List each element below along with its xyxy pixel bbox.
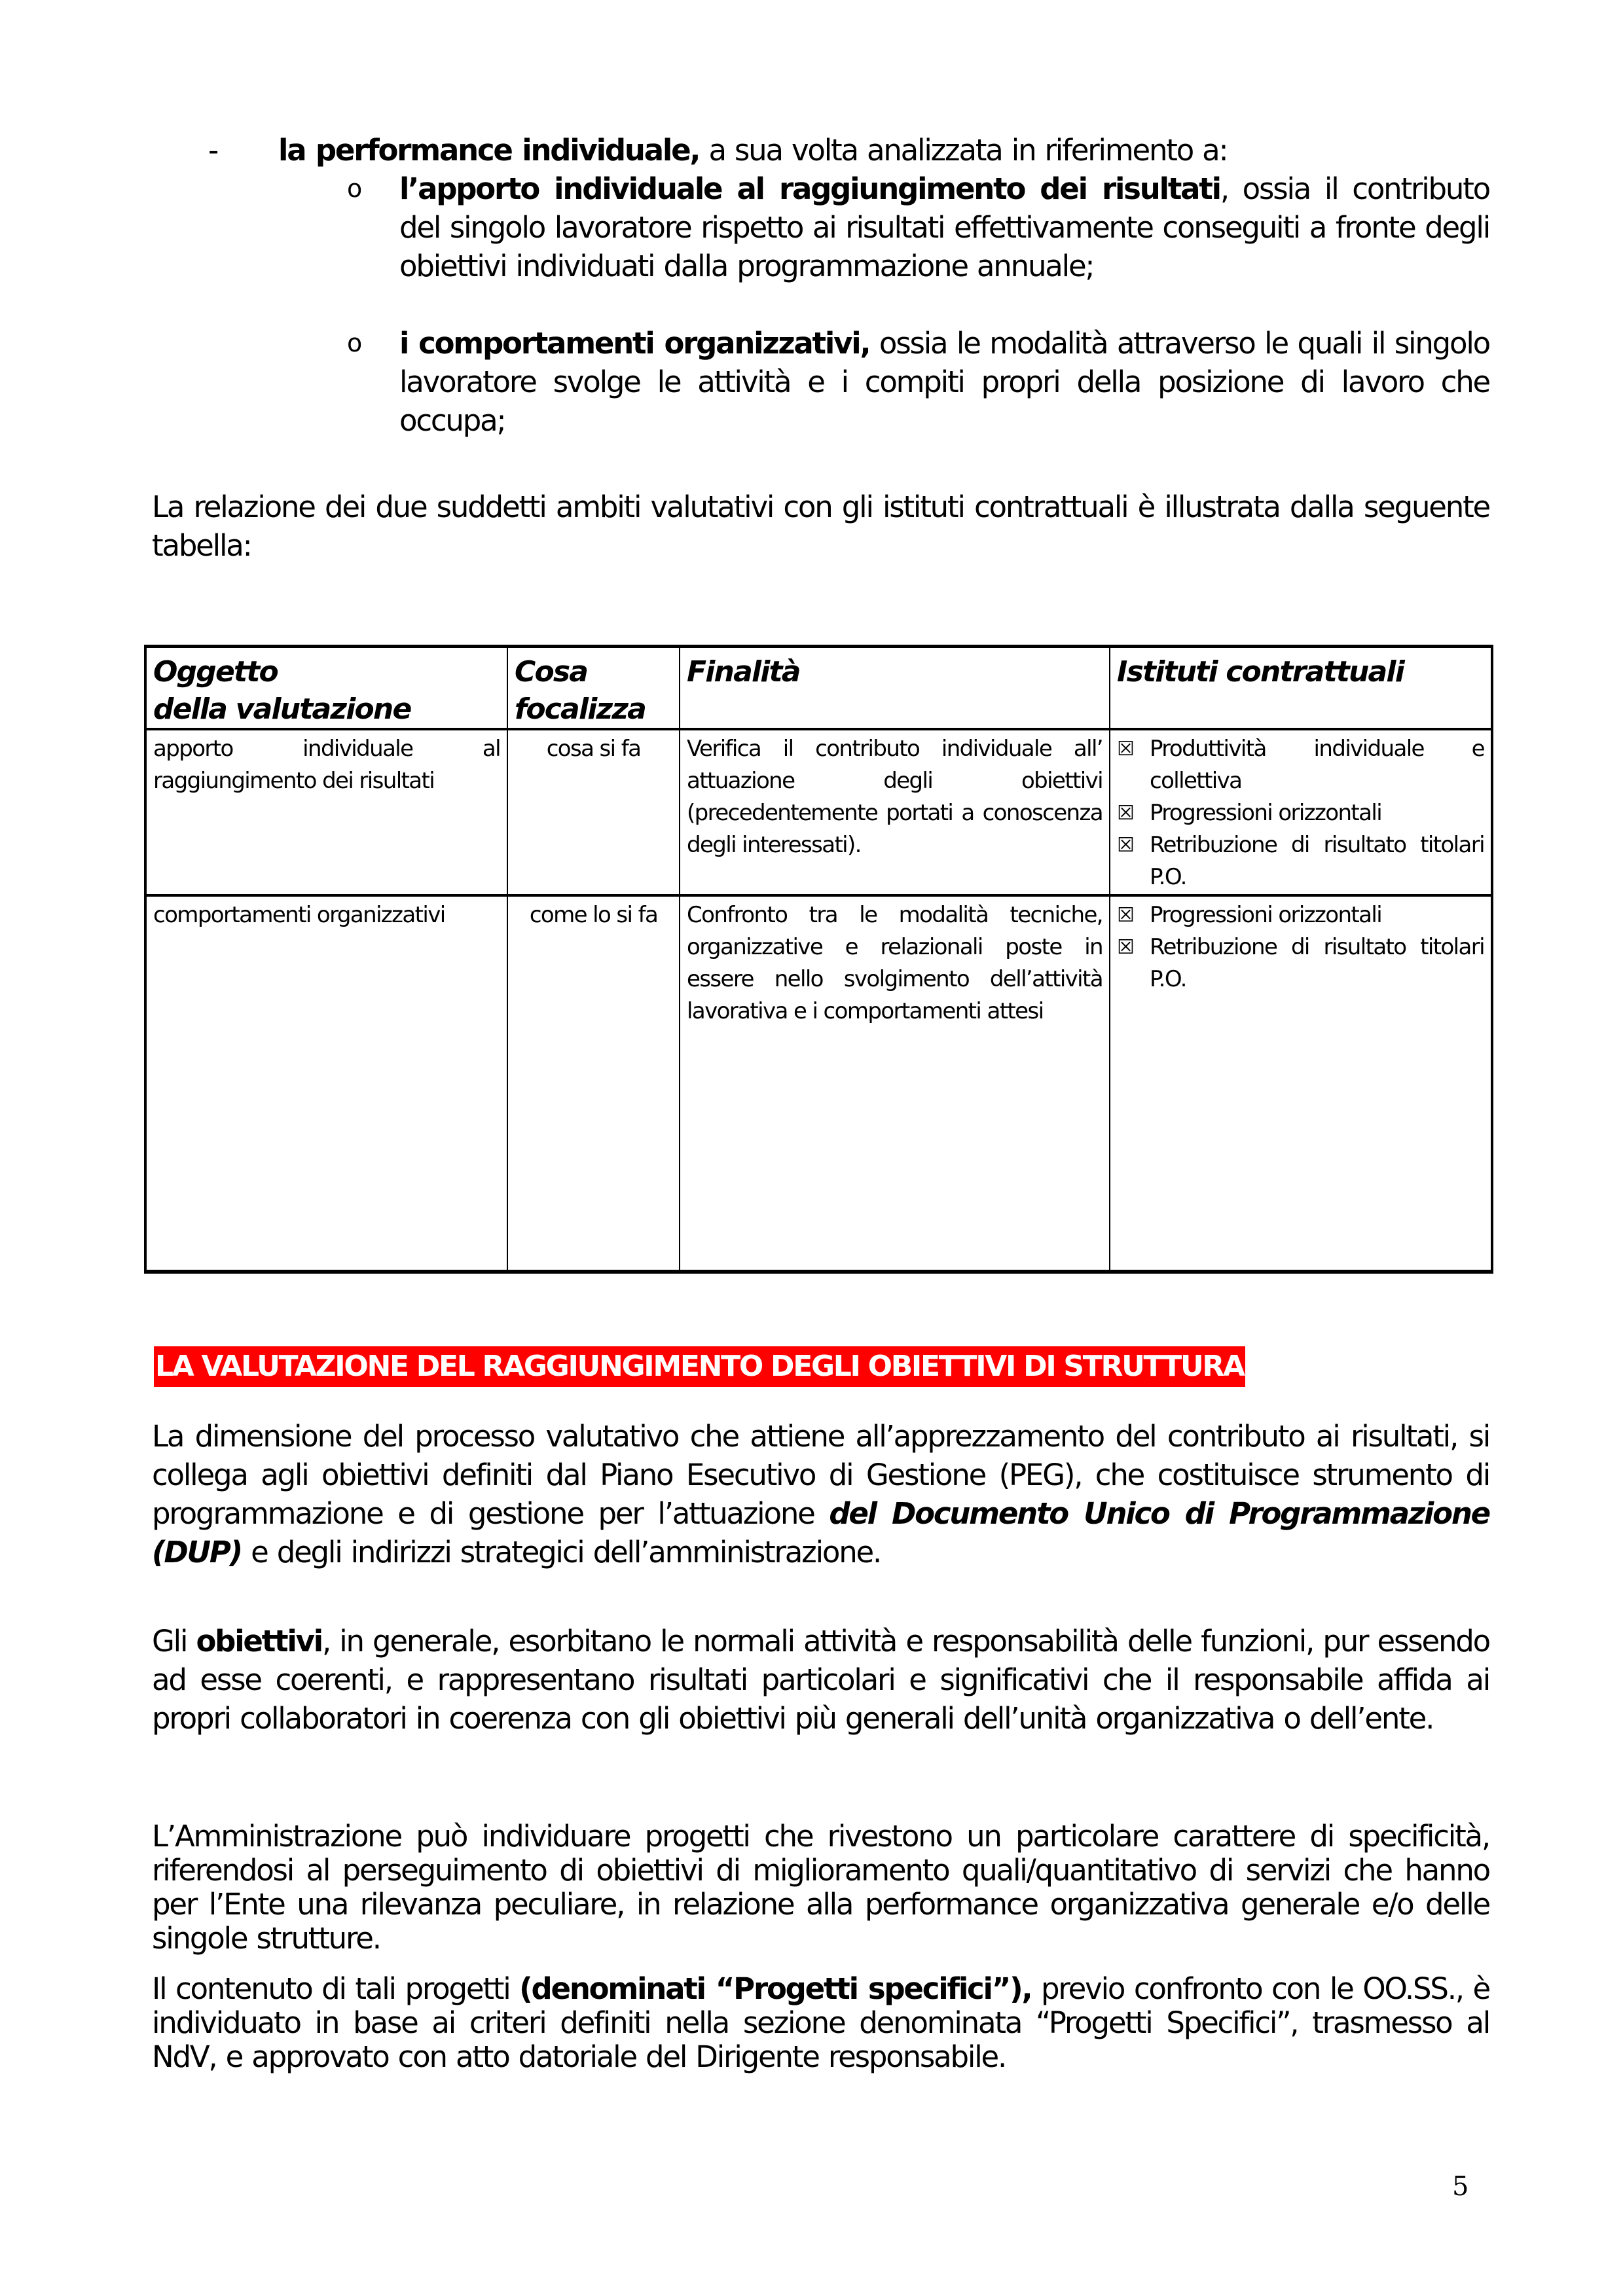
circle-bullet-icon: o: [347, 174, 361, 203]
cell-cosa: cosa si fa: [507, 729, 680, 895]
header-finalita: Finalità: [680, 647, 1110, 730]
cell-oggetto: comportamenti organizzativi: [145, 895, 507, 1272]
table-row: [145, 895, 1492, 1272]
valutazione-table: [144, 645, 1493, 1274]
checkbox-checked-icon: ☒: [1117, 936, 1134, 959]
checkbox-checked-icon: ☒: [1117, 802, 1134, 825]
cell-finalita: Confronto tra le modalità tecniche, organizzative e relazionali poste in essere nello svolgimento dell’attività lavorativa e i comportamenti attesi: [680, 895, 1110, 1272]
paragraph-dimensione: La dimensione del processo valutativo che attiene all’apprezzamento del contributo ai risultati, si collega agli obiettivi definiti dal Piano Esecutivo di Gestione (PEG), che costituisce strumento di programmazione e di gestione per l’attuazione del Documento Unico di Programmazione (DUP) e degli indirizzi strategici dell’amministrazione.: [152, 1419, 1489, 1570]
cell-istituti: [1110, 729, 1492, 895]
sub-item-comportamenti-text: i comportamenti organizzativi, ossia le modalità attraverso le quali il singolo lavoratore svolge le attività e i compiti propri della posizione di lavoro che occupa;: [399, 326, 1489, 438]
header-oggetto: Oggetto della valutazione: [145, 647, 507, 730]
table-row: [145, 729, 1492, 895]
checkbox-checked-icon: ☒: [1117, 904, 1134, 927]
istituti-list: [1117, 733, 1484, 893]
section-heading: LA VALUTAZIONE DEL RAGGIUNGIMENTO DEGLI OBIETTIVI DI STRUTTURA: [154, 1346, 1245, 1387]
cell-istituti: [1110, 895, 1492, 1272]
table-header-row: [145, 647, 1492, 730]
checkbox-checked-icon: ☒: [1117, 738, 1134, 761]
checkbox-checked-icon: ☒: [1117, 834, 1134, 857]
istituti-list: [1117, 899, 1484, 996]
paragraph-obiettivi: Gli obiettivi, in generale, esorbitano le normali attività e responsabilità delle funzioni, pur essendo ad esse coerenti, e rappresentano risultati particolari e significativi che il responsabile affida ai propri collaboratori in coerenza con gli obiettivi più generali dell’unità organizzativa o dell’ente.: [152, 1624, 1489, 1736]
cell-finalita: Verifica il contributo individuale all’ attuazione degli obiettivi (precedentemente portati a conoscenza degli interessati).: [680, 729, 1110, 895]
intro-paragraph: La relazione dei due suddetti ambiti valutativi con gli istituti contrattuali è illustrata dalla seguente tabella:: [152, 490, 1489, 563]
istituti-item: ☒ Progressioni orizzontali: [1117, 899, 1484, 931]
performance-individuale-text: la performance individuale, a sua volta analizzata in riferimento a:: [278, 133, 1228, 168]
cell-oggetto: apporto individuale al raggiungimento dei risultati: [145, 729, 507, 895]
istituti-item: ☒ Retribuzione di risultato titolari P.O.: [1117, 829, 1484, 893]
circle-bullet-icon: o: [347, 329, 361, 357]
page-number: 5: [1452, 2172, 1469, 2202]
paragraph-progetti-specifici: Il contenuto di tali progetti (denominati “Progetti specifici”), previo confronto con le OO.SS., è individuato in base ai criteri definiti nella sezione denominata “Progetti Specifici”, trasmesso al NdV, e approvato con atto datoriale del Dirigente responsabile.: [152, 1971, 1490, 2074]
cell-cosa: come lo si fa: [507, 895, 680, 1272]
dash-bullet-icon: -: [208, 133, 218, 168]
sub-item-apporto-text: l’apporto individuale al raggiungimento dei risultati, ossia il contributo del singolo lavoratore rispetto ai risultati effettivamente conseguiti a fronte degli obiettivi individuati dalla programmazione annuale;: [399, 171, 1489, 283]
istituti-item: ☒ Progressioni orizzontali: [1117, 797, 1484, 829]
paragraph-amministrazione: L’Amministrazione può individuare progetti che rivestono un particolare carattere di specificità, riferendosi al perseguimento di obiettivi di miglioramento quali/quantitativo di servizi che hanno per l’Ente una rilevanza peculiare, in relazione alla performance organizzativa generale e/o delle singole strutture.: [152, 1819, 1489, 1956]
header-istituti: Istituti contrattuali: [1110, 647, 1492, 730]
header-cosa-focalizza: Cosa focalizza: [507, 647, 680, 730]
istituti-item: ☒ Produttività individuale e collettiva: [1117, 733, 1484, 797]
istituti-item: ☒ Retribuzione di risultato titolari P.O.: [1117, 931, 1484, 996]
